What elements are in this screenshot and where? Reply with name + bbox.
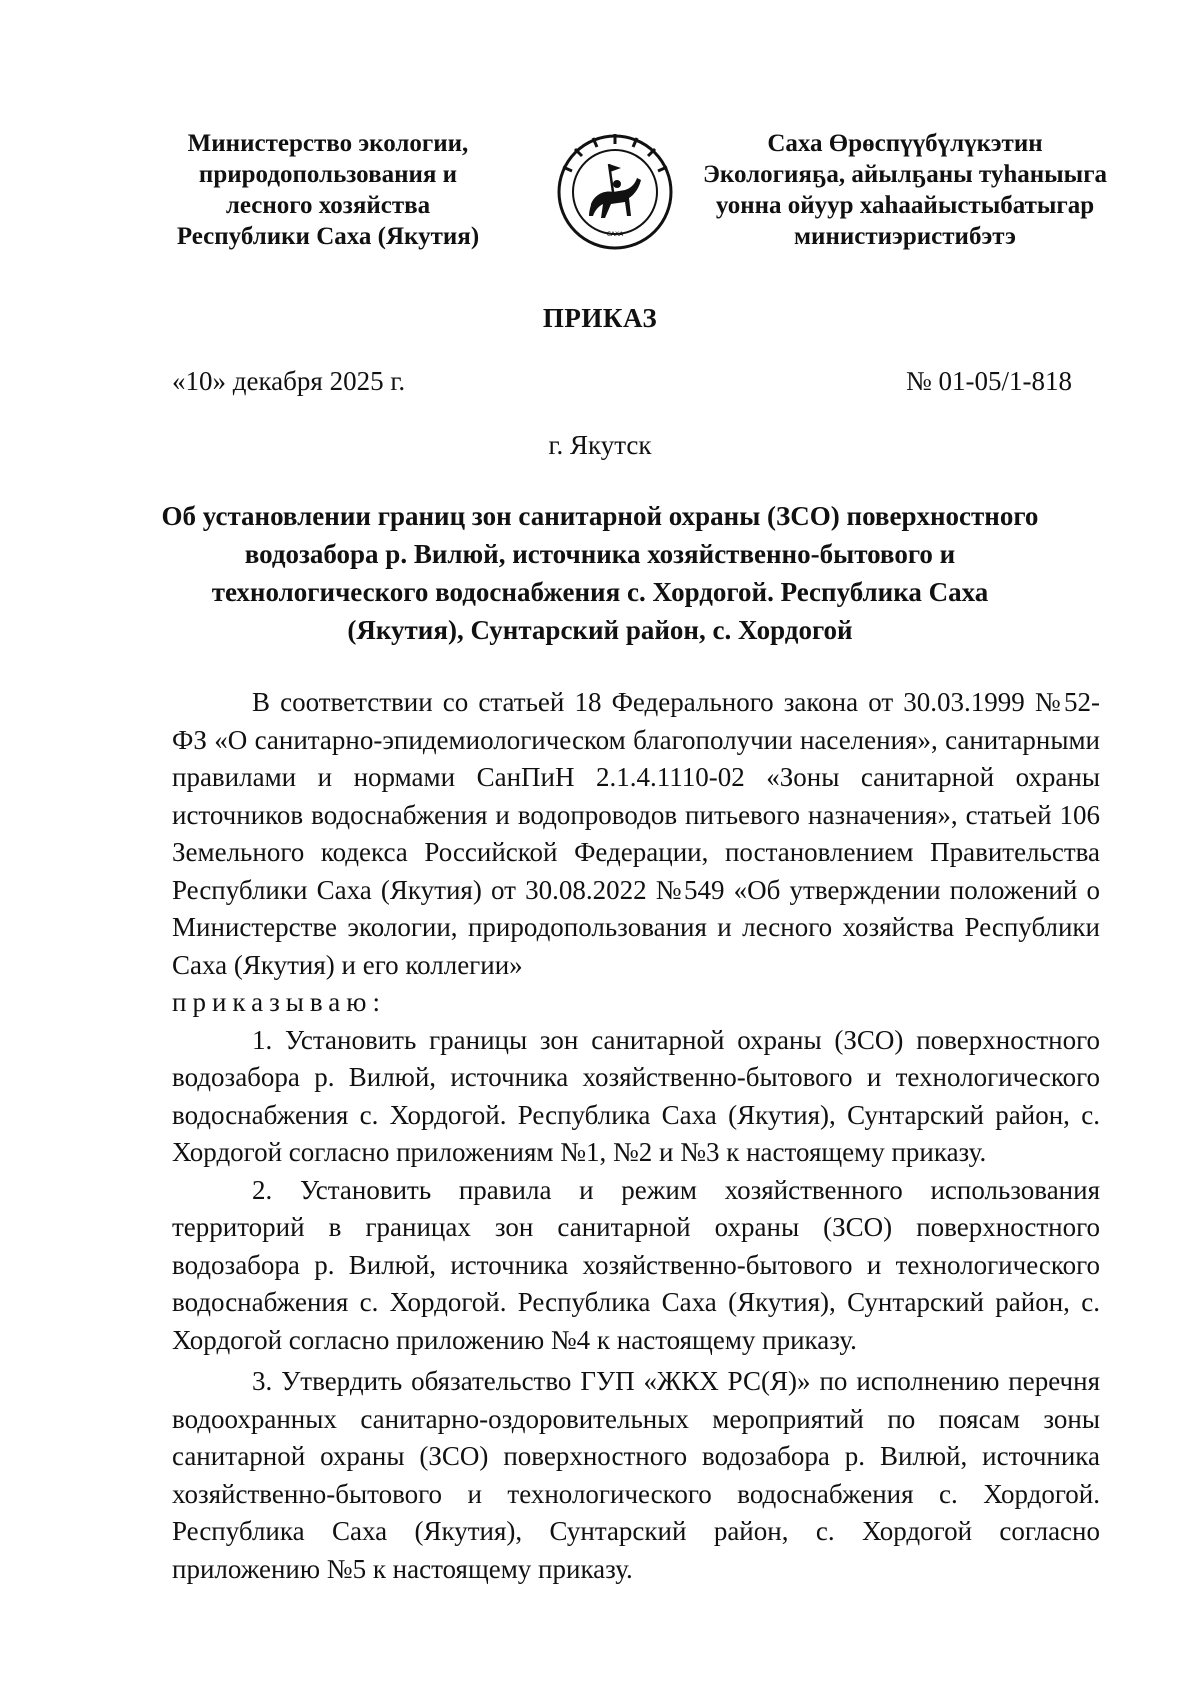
ministry-line: уонна ойуур хаһаайыстыбатыгар: [715, 192, 1095, 219]
ministry-name-yakut: [700, 128, 1110, 252]
ministry-line: министиэристибэтэ: [794, 223, 1016, 250]
subject-line: технологического водоснабжения с. Хордогой. Республика Саха: [211, 577, 989, 607]
ministry-name-russian: [148, 128, 508, 252]
ministry-line: лесного хозяйства: [225, 192, 431, 219]
ministry-line: Экологияҕа, айылҕаны туһаныыга: [702, 161, 1108, 188]
republic-emblem-icon: [555, 132, 675, 252]
svg-text:САХА: САХА: [606, 231, 624, 238]
document-city: г. Якутск: [548, 430, 652, 460]
order-item-3: 3. Утвердить обязательство ГУП «ЖКХ РС(Я)» по исполнению перечня водоохранных санитарно-оздоровительных мероприятий по поясам зоны санитарной охраны (ЗСО) поверхностного водозабора р. Вилюй, источника хозяйственно-бытового и технологического водоснабжения с. Хордогой. Республика Саха (Якутия), Сунтарский район, с. Хордогой согласно приложению №5 к настоящему приказу.: [172, 1366, 1100, 1584]
subject-line: (Якутия), Сунтарский район, с. Хордогой: [347, 615, 853, 645]
order-item-1: 1. Установить границы зон санитарной охраны (ЗСО) поверхностного водозабора р. Вилюй, источника хозяйственно-бытового и технологического водоснабжения с. Хордогой. Республика Саха (Якутия), Сунтарский район, с. Хордогой согласно приложениям №1, №2 и №3 к настоящему приказу.: [172, 1024, 1100, 1167]
document-subject: [140, 497, 1060, 649]
document-body: [172, 684, 1100, 1588]
ministry-line: природопользования и: [198, 161, 458, 188]
document-number: № 01-05/1-818: [906, 366, 1072, 396]
ministry-line: Министерство экологии,: [187, 130, 469, 157]
subject-line: водозабора р. Вилюй, источника хозяйственно-бытового и: [244, 539, 956, 569]
subject-line: Об установлении границ зон санитарной охраны (ЗСО) поверхностного: [161, 501, 1039, 531]
document-date: «10» декабря 2025 г.: [172, 366, 406, 396]
ministry-line: Республики Саха (Якутия): [176, 223, 480, 250]
ministry-line: Саха Өрөспүүбүлүкэтин: [767, 130, 1043, 157]
document-title: ПРИКАЗ: [542, 303, 658, 333]
preamble-paragraph: В соответствии со статьей 18 Федерального закона от 30.03.1999 №52-ФЗ «О санитарно-эпидемиологическом благополучии населения», санитарными правилами и нормами СанПиН 2.1.4.1110-02 «Зоны санитарной охраны источников водоснабжения и водопроводов питьевого назначения», статьей 106 Земельного кодекса Российской Федерации, постановлением Правительства Республики Саха (Якутия) от 30.08.2022 №549 «Об утверждении положений о Министерстве экологии, природопользования и лесного хозяйства Республики Саха (Якутия) и его коллегии»: [172, 687, 1100, 980]
order-item-2: 2. Установить правила и режим хозяйственного использования территорий в границах зон санитарной охраны (ЗСО) поверхностного водозабора р. Вилюй, источника хозяйственно-бытового и технологического водоснабжения с. Хордогой. Республика Саха (Якутия), Сунтарский район, с. Хордогой согласно приложению №4 к настоящему приказу.: [172, 1174, 1100, 1355]
order-word: приказываю:: [172, 987, 386, 1017]
